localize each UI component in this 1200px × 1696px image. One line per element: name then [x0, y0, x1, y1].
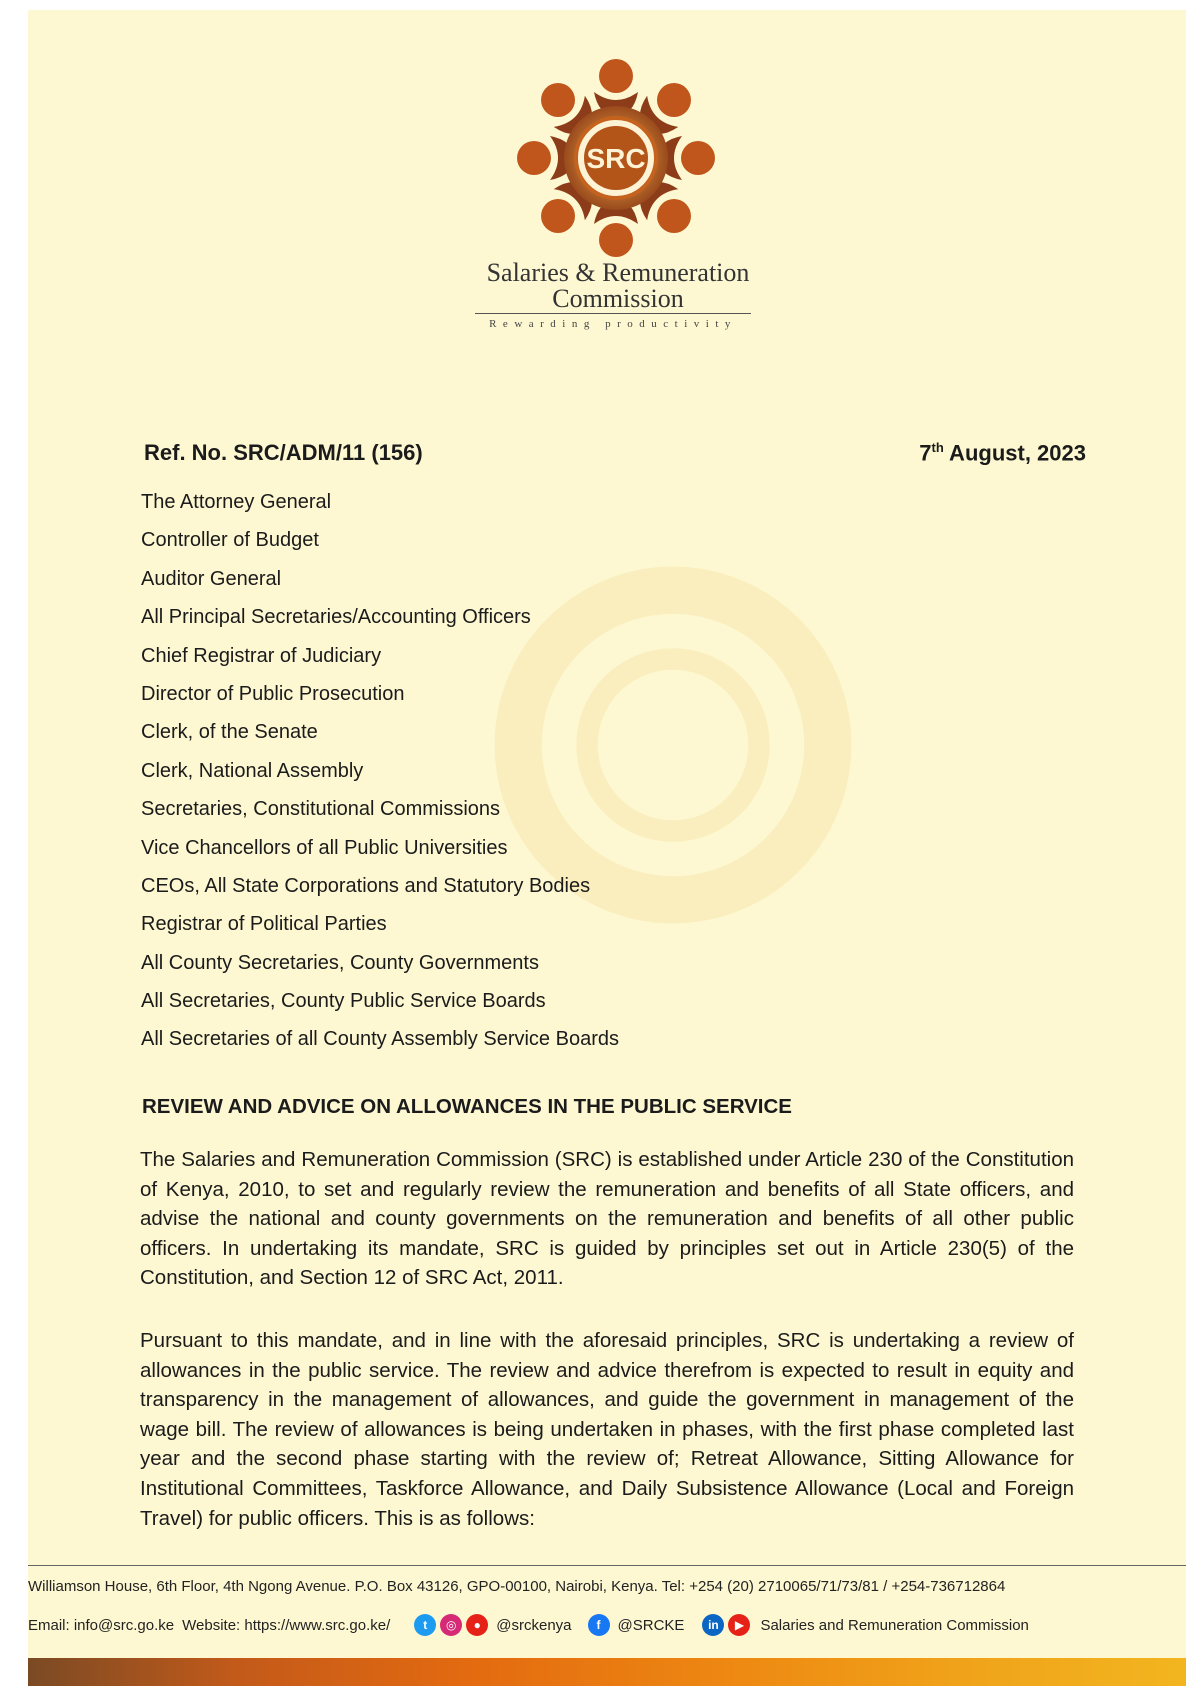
letter-page — [28, 10, 1186, 1686]
footer-website[interactable]: Website: https://www.src.go.ke/ — [182, 1616, 391, 1634]
addressee: Vice Chancellors of all Public Universities — [141, 836, 508, 859]
date-day: 7 — [919, 440, 932, 466]
tagline: Rewarding productivity — [489, 318, 737, 330]
addressee: Controller of Budget — [141, 529, 319, 552]
flickr-icon[interactable]: ● — [466, 1614, 488, 1636]
addressee-list — [141, 490, 619, 1066]
linkedin-icon[interactable]: in — [702, 1614, 724, 1636]
reference-number: Ref. No. SRC/ADM/11 (156) — [144, 440, 423, 465]
addressee: Clerk, of the Senate — [141, 721, 318, 744]
paragraph-2: Pursuant to this mandate, and in line with the aforesaid principles, SRC is undertaking a review of allowances in the public service. The review and advice therefrom is expected to result in equity and transparency in the management of allowances, and guide the government in management of the wage bill. The review of allowances is being undertaken in phases, with the first phase completed last year and the second phase starting with the review of; Retreat Allowance, Sitting Allowance for Institutional Committees, Taskforce Allowance, and Daily Subsistence Allowance (Local and Foreign Travel) for public officers. This is as follows: — [140, 1329, 1074, 1530]
org-name-line2: Commission — [552, 284, 684, 313]
logo-text: SRC — [586, 143, 646, 174]
addressee: Secretaries, Constitutional Commissions — [141, 798, 501, 821]
footer-contacts — [28, 1614, 1186, 1636]
facebook-icon[interactable]: f — [588, 1614, 610, 1636]
footer-handle-srckenya[interactable]: @srckenya — [496, 1616, 572, 1634]
youtube-icon[interactable]: ▶ — [728, 1614, 750, 1636]
org-name — [428, 260, 808, 312]
org-name-line1: Salaries & Remuneration — [486, 258, 750, 287]
date-rest: August, 2023 — [943, 440, 1086, 466]
addressee: Director of Public Prosecution — [141, 682, 405, 705]
footer-email[interactable]: Email: info@src.go.ke — [28, 1616, 175, 1634]
twitter-icon[interactable]: t — [414, 1614, 436, 1636]
footer-color-bar — [28, 1658, 1186, 1686]
addressee: All Secretaries, County Public Service Boards — [141, 990, 546, 1013]
addressee: All Secretaries of all County Assembly Service Boards — [141, 1028, 619, 1051]
addressee: Clerk, National Assembly — [141, 759, 364, 782]
addressee: Registrar of Political Parties — [141, 913, 387, 936]
addressee: All County Secretaries, County Governments — [141, 951, 539, 974]
footer-divider — [28, 1565, 1186, 1566]
addressee: Auditor General — [141, 567, 282, 590]
paragraph-1: The Salaries and Remuneration Commission (SRC) is established under Article 230 of the Constitution of Kenya, 2010, to set and regularly review the remuneration and benefits of all State officers, and advise the national and county governments on the remuneration and benefits of all other public officers. In undertaking its mandate, SRC is guided by principles set out in Article 230(5) of the Constitution, and Section 12 of SRC Act, 2011. — [140, 1148, 1074, 1290]
letter-heading: REVIEW AND ADVICE ON ALLOWANCES IN THE PUBLIC SERVICE — [142, 1095, 792, 1118]
addressee: Chief Registrar of Judiciary — [141, 644, 382, 667]
instagram-icon[interactable]: ◎ — [440, 1614, 462, 1636]
addressee: CEOs, All State Corporations and Statutory Bodies — [141, 874, 591, 897]
footer-handle-commission[interactable]: Salaries and Remuneration Commission — [760, 1616, 1029, 1634]
footer-handle-srcke[interactable]: @SRCKE — [617, 1616, 685, 1634]
footer-address: Williamson House, 6th Floor, 4th Ngong Avenue. P.O. Box 43126, GPO-00100, Nairobi, Kenya. Tel: +254 (20) 2710065/71/73/81 / +254-736712864 — [28, 1578, 1006, 1595]
org-name-divider — [475, 313, 751, 314]
date-suffix: th — [931, 440, 944, 455]
letter-date — [919, 440, 1086, 466]
addressee: All Principal Secretaries/Accounting Officers — [141, 606, 531, 629]
src-logo — [506, 48, 726, 268]
addressee: The Attorney General — [141, 491, 332, 513]
